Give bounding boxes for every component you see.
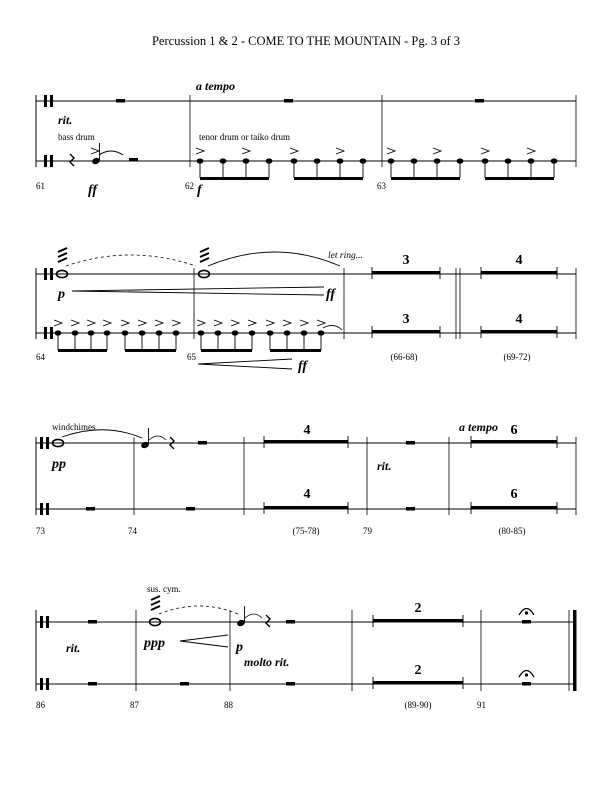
eighth-note-group	[387, 148, 557, 180]
crescendo-hairpin-icon	[180, 635, 228, 647]
whole-rest-icon	[286, 682, 295, 686]
quarter-note-icon	[140, 428, 150, 449]
tie-icon	[99, 151, 123, 155]
whole-rest-icon	[522, 682, 531, 686]
tie-icon	[323, 325, 342, 330]
multi-measure-rest	[471, 436, 557, 514]
whole-rest-icon	[88, 620, 97, 624]
system-2	[36, 248, 576, 374]
multirest-count: 2	[414, 601, 422, 616]
half-rest-icon	[198, 441, 207, 445]
multirest-count: 4	[515, 253, 523, 268]
whole-rest-icon	[406, 441, 415, 445]
multirest-count: 4	[303, 423, 311, 438]
measure-number: 64	[36, 352, 45, 362]
instrument-label: tenor drum or taiko drum	[199, 132, 290, 142]
molto-rit-marking: molto rit.	[244, 655, 290, 669]
measure-number: 73	[36, 526, 45, 536]
rit-marking: rit.	[66, 641, 81, 655]
eighth-note-group	[54, 320, 180, 352]
multirest-count: 2	[414, 663, 422, 678]
tremolo-whole-note	[150, 596, 161, 626]
rit-marking: rit.	[58, 113, 73, 127]
measure-number: 63	[377, 181, 386, 191]
measure-number: 88	[224, 700, 233, 710]
quarter-rest-icon	[70, 154, 74, 166]
system-3	[36, 420, 576, 536]
whole-rest-icon	[86, 507, 95, 511]
bass-drum-note	[91, 143, 101, 165]
final-barline-thick	[573, 610, 577, 691]
tempo-marking: a tempo	[196, 79, 235, 93]
dynamic-marking: ppp	[144, 636, 165, 651]
instrument-label: sus. cym.	[147, 584, 181, 594]
quarter-note-icon	[236, 606, 246, 627]
dynamic-marking: ff	[326, 287, 336, 302]
multirest-count: 6	[510, 423, 518, 438]
multi-measure-rest	[372, 267, 440, 338]
measure-number: 65	[187, 352, 196, 362]
slur-icon	[208, 252, 340, 266]
measure-number: 79	[363, 526, 372, 536]
whole-rest-icon	[116, 99, 125, 103]
quarter-rest-icon	[266, 615, 270, 627]
fermata-icon	[519, 671, 534, 678]
multi-measure-rest	[481, 267, 557, 338]
dashed-tie-icon	[159, 606, 238, 614]
accent-icon	[91, 148, 99, 154]
whole-rest-icon	[88, 682, 97, 686]
half-rest-icon	[286, 620, 295, 624]
whole-rest-icon	[180, 682, 189, 686]
whole-rest-icon	[186, 507, 195, 511]
measure-range: (75-78)	[292, 526, 320, 536]
multirest-count: 3	[402, 253, 410, 268]
dashed-tie-icon	[66, 255, 196, 266]
whole-rest-icon	[406, 507, 415, 511]
dynamic-marking: pp	[52, 457, 66, 472]
instrument-label: windchimes	[52, 422, 96, 432]
measure-number: 74	[128, 526, 137, 536]
eighth-note-group	[196, 148, 366, 180]
measure-range: (89-90)	[404, 700, 432, 710]
tremolo-whole-note	[199, 248, 210, 278]
dynamic-marking: p	[236, 640, 243, 655]
measure-number: 61	[36, 181, 45, 191]
measure-number: 86	[36, 700, 45, 710]
multirest-count: 4	[515, 312, 523, 327]
measure-number: 87	[130, 700, 139, 710]
eighth-note-group	[197, 320, 325, 352]
half-rest-icon	[129, 158, 138, 162]
measure-number: 62	[185, 181, 194, 191]
whole-rest-icon	[284, 99, 293, 103]
page-title: Percussion 1 & 2 - COME TO THE MOUNTAIN - Pg. 3 of 3	[151, 34, 461, 48]
multi-measure-rest	[264, 436, 348, 514]
dynamic-marking: f	[197, 183, 202, 198]
instrument-label: bass drum	[58, 132, 95, 142]
dynamic-marking: ff	[298, 359, 308, 374]
multirest-count: 6	[510, 487, 518, 502]
whole-rest-icon	[522, 620, 531, 624]
measure-range: (66-68)	[390, 352, 418, 362]
tie-icon	[149, 436, 166, 440]
measure-range: (69-72)	[503, 352, 531, 362]
system-4	[36, 584, 577, 710]
rit-marking: rit.	[377, 459, 392, 473]
tempo-marking: a tempo	[459, 420, 498, 434]
crescendo-hairpin-icon	[72, 287, 324, 295]
measure-range: (80-85)	[498, 526, 526, 536]
measure-number: 91	[477, 700, 486, 710]
tremolo-whole-note	[57, 248, 68, 278]
crescendo-hairpin-icon	[198, 359, 292, 369]
multirest-count: 3	[402, 312, 410, 327]
system-1	[36, 79, 576, 198]
multirest-count: 4	[303, 487, 311, 502]
let-ring-marking: let ring...	[328, 251, 363, 261]
tie-icon	[245, 614, 262, 618]
dynamic-marking: ff	[88, 183, 98, 198]
whole-rest-icon	[475, 99, 484, 103]
dynamic-marking: p	[58, 287, 65, 302]
fermata-icon	[519, 609, 534, 616]
